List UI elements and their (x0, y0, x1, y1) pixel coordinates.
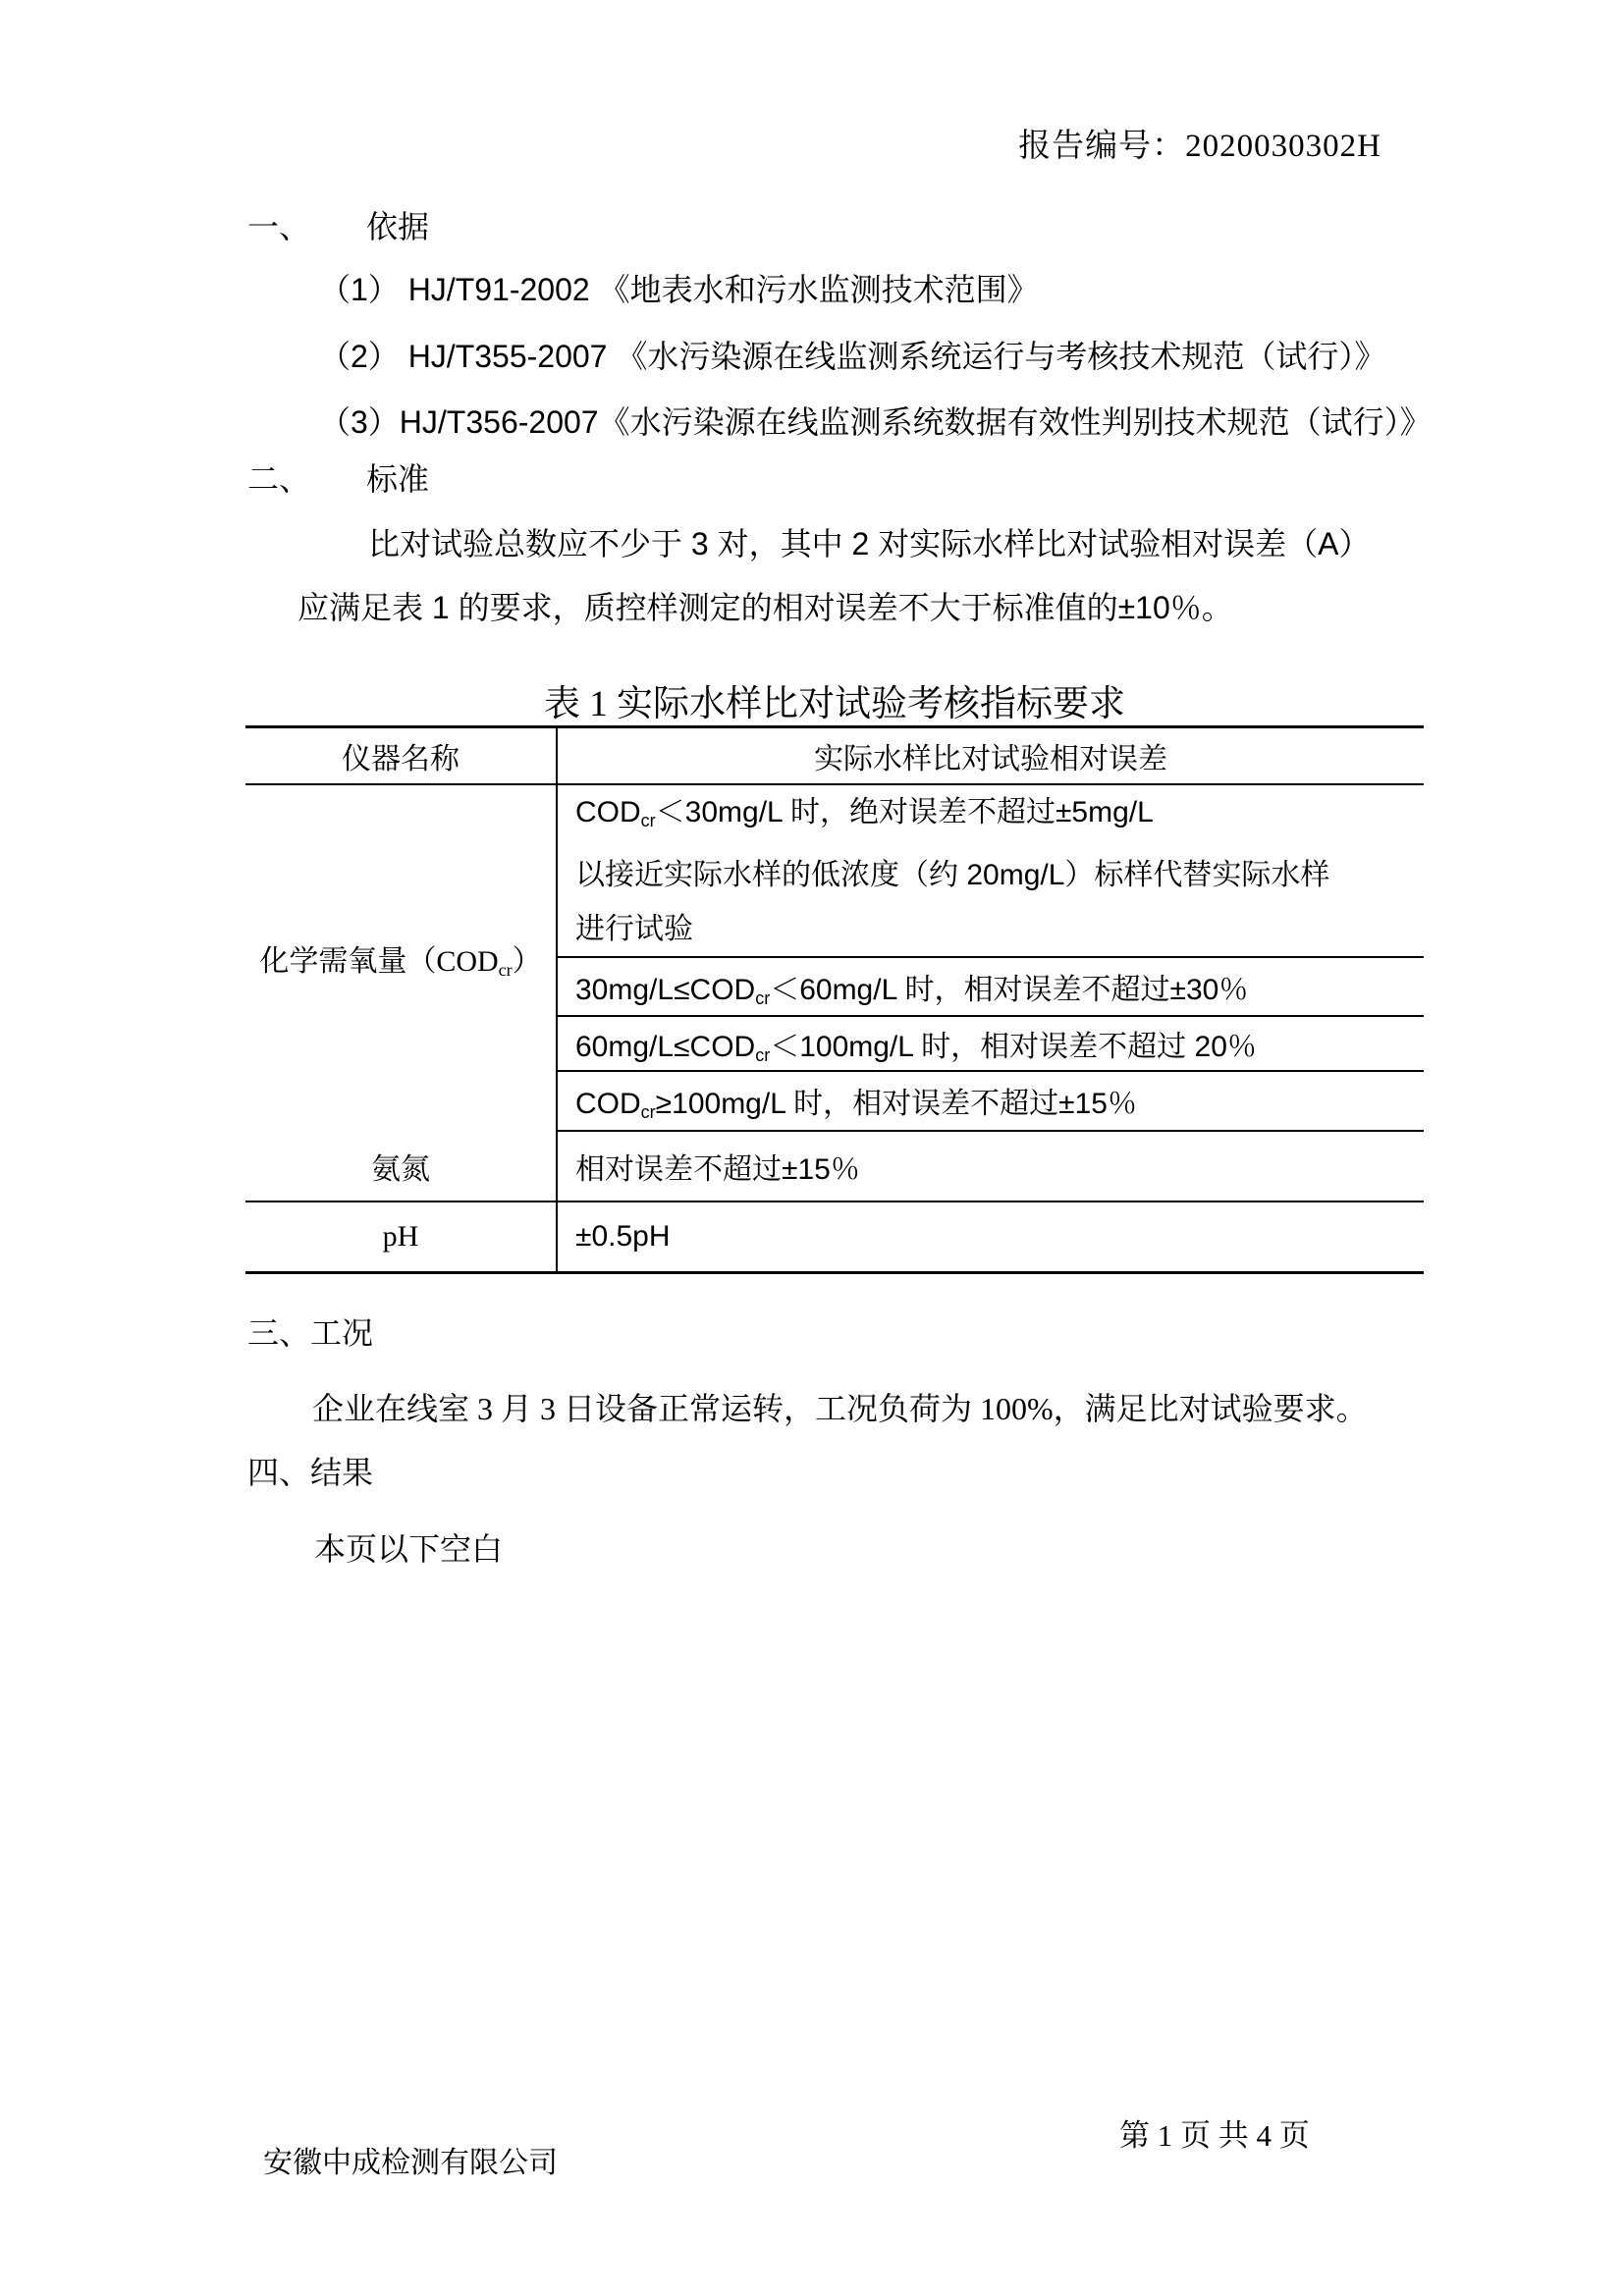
cod-range1-line3: 进行试验 (575, 913, 693, 946)
table-cell-cod-range1 (557, 784, 1424, 957)
reference-item-3: （3）HJ/T356-2007《水污染源在线监测系统数据有效性判别技术规范（试行）》 (319, 404, 1432, 440)
table-cell-cod-range2: $30mg/L\le COD_{cr}<60mg/L$ 时，相对误差不超过±30％ (557, 957, 1424, 1016)
table-cell-ammonia-label: 氨氮 (245, 1131, 557, 1201)
section2-title: 标准 (366, 461, 430, 497)
report-number-value: 2020030302H (1185, 129, 1381, 164)
table1-header-row (245, 727, 1424, 785)
table1 (245, 725, 1424, 1274)
cod-label-subscript: cr (498, 959, 513, 980)
section3-heading: 三、工况 (247, 1315, 374, 1351)
cod-range1-line1: $COD_{cr}<30mg/L$ 时，绝对误差不超过±5mg/L (575, 796, 1154, 831)
section2-paragraph-line1: 比对试验总数应不少于 3 对，其中 2 对实际水样比对试验相对误差（A） (368, 526, 1371, 561)
section2-number: 二、 (247, 461, 311, 497)
table-cell-cod-range4: $COD_{cr}\ge 100mg/L$ 时，相对误差不超过±15％ (557, 1071, 1424, 1131)
section2-heading (247, 454, 429, 500)
section1-heading (247, 202, 429, 247)
section2-paragraph-line2: 应满足表 1 的要求，质控样测定的相对误差不大于标准值的±10％。 (298, 590, 1233, 625)
section1-number: 一、 (247, 209, 311, 244)
reference-item-2: （2） HJ/T355-2007 《水污染源在线监测系统运行与考核技术规范（试行）》 (319, 339, 1386, 374)
report-number (1018, 120, 1381, 166)
table-cell-cod-label (245, 784, 557, 1131)
table1-header-error: 实际水样比对试验相对误差 (557, 727, 1424, 785)
section4-heading: 四、结果 (247, 1455, 374, 1490)
section4-paragraph: 本页以下空白 (314, 1531, 504, 1567)
cod-label-pre: 化学需氧量（COD (259, 944, 499, 978)
report-number-label: 报告编号： (1018, 129, 1186, 164)
table-row-ph (245, 1201, 1424, 1273)
table1-header-instrument: 仪器名称 (245, 727, 557, 785)
table-cell-ph-label: pH (245, 1201, 557, 1273)
footer-company-name: 安徽中成检测有限公司 (263, 2147, 558, 2179)
cod-label-post: ） (512, 944, 542, 978)
table-cell-ammonia-value: 相对误差不超过±15％ (557, 1131, 1424, 1201)
table-row-ammonia (245, 1131, 1424, 1201)
table1-caption: 表 1 实际水样比对试验考核指标要求 (544, 684, 1125, 724)
table-row-cod-1 (245, 784, 1424, 957)
cod-range1-line2: 以接近实际水样的低浓度（约 20mg/L）标样代替实际水样 (575, 859, 1330, 892)
section3-paragraph: 企业在线室 3 月 3 日设备正常运转，工况负荷为 100%，满足比对试验要求。 (312, 1391, 1368, 1426)
section1-title: 依据 (366, 209, 430, 244)
table-cell-cod-range3: $60mg/L\le COD_{cr}<100mg/L$ 时，相对误差不超过 20％ (557, 1016, 1424, 1071)
table-cell-ph-value: ±0.5pH (575, 1220, 671, 1254)
reference-item-1: （1） HJ/T91-2002 《地表水和污水监测技术范围》 (319, 272, 1039, 307)
footer-page-number: 第 1 页 共 4 页 (1119, 2118, 1310, 2153)
